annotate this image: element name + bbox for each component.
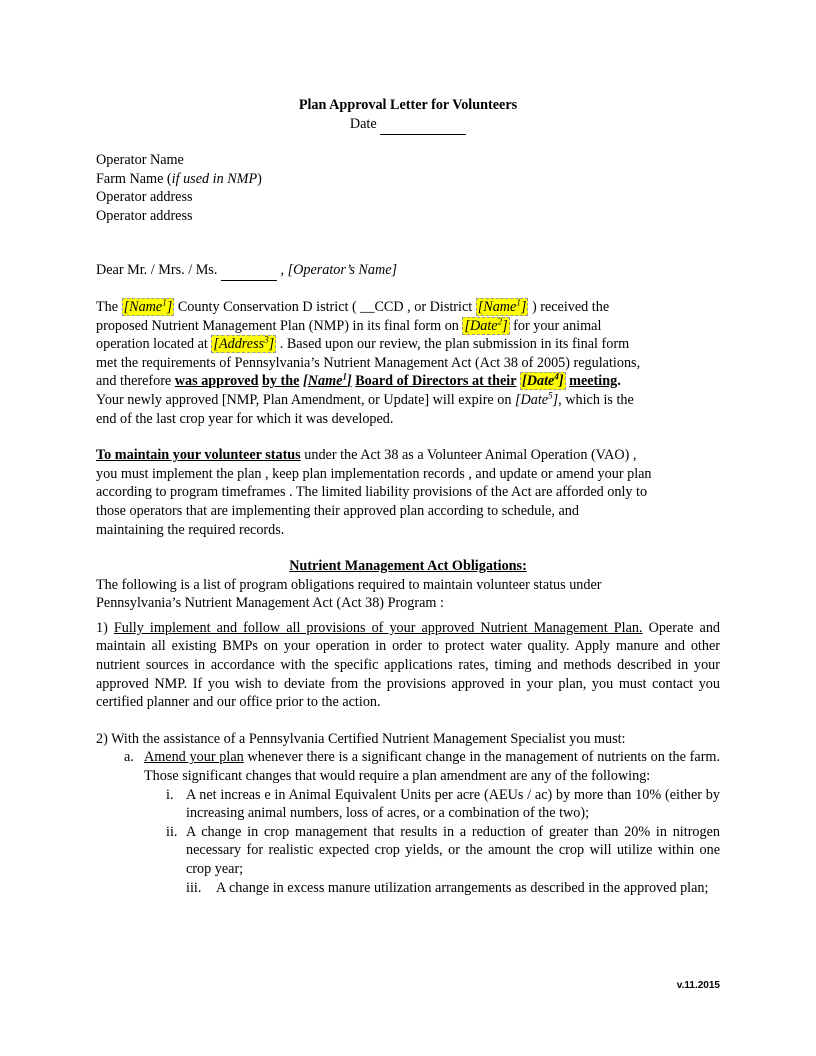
approval-paragraph [96,298,720,428]
amend-plan-text: Amend your plan [144,749,244,766]
item-ii-label: ii. [166,823,178,840]
item-1-number: 1) [96,619,108,636]
obligations-heading: Nutrient Management Act Obligations: [289,558,527,575]
item-iii-text: A change in excess manure utilization arrangements as described in the approved plan; [216,879,709,896]
date-field-2[interactable]: [Date$^2$] [464,315,508,334]
operator-address-1: Operator address [96,189,193,206]
by-the-text: by the [262,373,300,390]
item-iii-label: iii. [186,879,202,896]
volunteer-lead: To maintain your volunteer status [96,447,301,464]
date-label: Date [349,116,377,132]
name-field-1[interactable]: [Name$^1$] [123,297,173,315]
obligation-item-2a-iii [96,879,720,898]
approval-text-2: ) received the [531,298,610,315]
name-field-3: [Name$^1$] [303,371,352,390]
obligations-intro-1: The following is a list of program obligations required to maintain volunteer status under [96,576,602,593]
item-i-text: A net increas e in Animal Equivalent Units per acre (AEUs / ac) by more than 10% (either by increasing animal numbers, loss of acres, or a combination of the two); [186,786,720,822]
obligation-item-2: 2) With the assistance of a Pennsylvania Certified Nutrient Management Specialist you must: [96,730,626,747]
volunteer-text-1: under the Act 38 as a Volunteer Animal Operation (VAO) , [304,447,637,464]
approval-text-7: and therefore [96,373,172,390]
farm-name [96,170,720,189]
approved-text: was approved [174,373,259,390]
obligation-item-2a-ii [96,823,720,879]
obligation-item-2a-i [96,786,720,823]
item-ii-text: A change in crop management that results in a reduction of greater than 20% in nitrogen necessary for realistic expected crop yields, or the amount the crop will utilize within one crop year; [186,823,720,877]
version-label: v.11.2015 [676,980,720,991]
letter-page [96,96,720,897]
volunteer-line-5: maintaining the required records. [96,521,285,538]
farm-name-note: if used in NMP [171,170,258,187]
address-field[interactable]: [Address$^3$] [213,334,275,353]
approval-text-6: . Based upon our review, the plan submission in its final form [279,336,630,353]
approval-text-9: , which is the [558,391,634,408]
item-a-label: a. [124,749,134,766]
approval-text-4: for your animal [513,317,602,334]
date-blank[interactable] [380,115,466,135]
approval-text-1: County Conservation D istrict ( __CCD , or District [177,298,473,315]
salutation-prefix: Dear Mr. / Mrs. / Ms. [96,262,218,279]
name-field-2[interactable]: [Name$^1$] [477,297,527,315]
approval-line-5: and therefore was approved by the [Name$^1$] Board of Directors at their [Date$^4$] meeting. [96,371,621,390]
board-text: Board of Directors at their [355,373,517,390]
approval-text-5: operation located at [96,336,208,353]
volunteer-line-1 [96,446,720,465]
meeting-text: meeting [569,373,618,390]
volunteer-line-2: you must implement the plan , keep plan implementation records , and update or amend your plan [96,465,652,482]
operator-name: Operator Name [96,152,184,168]
obligation-item-1 [96,619,720,712]
approval-line-2 [96,317,720,336]
operator-name-placeholder: [Operator’s Name] [287,262,398,279]
salutation: Dear Mr. / Mrs. / Ms. , [Operator’s Name] [96,261,720,281]
volunteer-paragraph [96,446,720,539]
farm-name-close: ) [257,170,262,187]
obligation-item-2a [96,748,720,785]
obligations-intro-2: Pennsylvania’s Nutrient Management Act (Act 38) Program : [96,595,444,612]
approval-line-3 [96,335,720,354]
item-1-underlined: Fully implement and follow all provisions of your approved Nutrient Management Plan. [113,619,643,636]
volunteer-line-3: according to program timeframes . The limited liability provisions of the Act are afforded only to [96,484,648,501]
date-line [96,115,720,135]
salutation-blank[interactable] [221,261,277,281]
item-i-label: i. [166,786,174,803]
approval-line-4: met the requirements of Pennsylvania’s Nutrient Management Act (Act 38 of 2005) regulations, [96,354,641,371]
page-title: Plan Approval Letter for Volunteers [298,97,518,113]
approval-line-1: The [Name$^1$] County Conservation D istrict ( __CCD , or District [Name$^1$] ) received the [96,297,610,315]
operator-address-2: Operator address [96,207,193,224]
approval-line-6 [96,391,720,410]
approval-text-8: Your newly approved [NMP, Plan Amendment, or Update] will expire on [96,391,512,408]
volunteer-line-4: those operators that are implementing their approved plan according to schedule, and [96,502,579,519]
date-field-5[interactable]: [Date$^5$] [515,390,559,408]
approval-text-3: proposed Nutrient Management Plan (NMP) in its final form on [96,317,459,334]
approval-line-7: end of the last crop year for which it was developed. [96,410,394,427]
date-field-4[interactable]: [Date$^4$] [522,371,564,390]
item-1-text: Operate and maintain all existing BMPs on your operation in order to protect water quality. Apply manure and other nutrient sources in accordance with the specific applications rates, timing and methods described in your approved NMP. If you wish to deviate from the provisions approved in your plan, you must contact you certified planner and our office prior to the action. [96,619,721,711]
item-a-text: whenever there is a significant change in the management of nutrients on the farm. Those significant changes that would require a plan amendment are any of the following: [144,749,721,785]
address-block [96,151,720,225]
farm-name-text: Farm Name ( [96,170,172,187]
